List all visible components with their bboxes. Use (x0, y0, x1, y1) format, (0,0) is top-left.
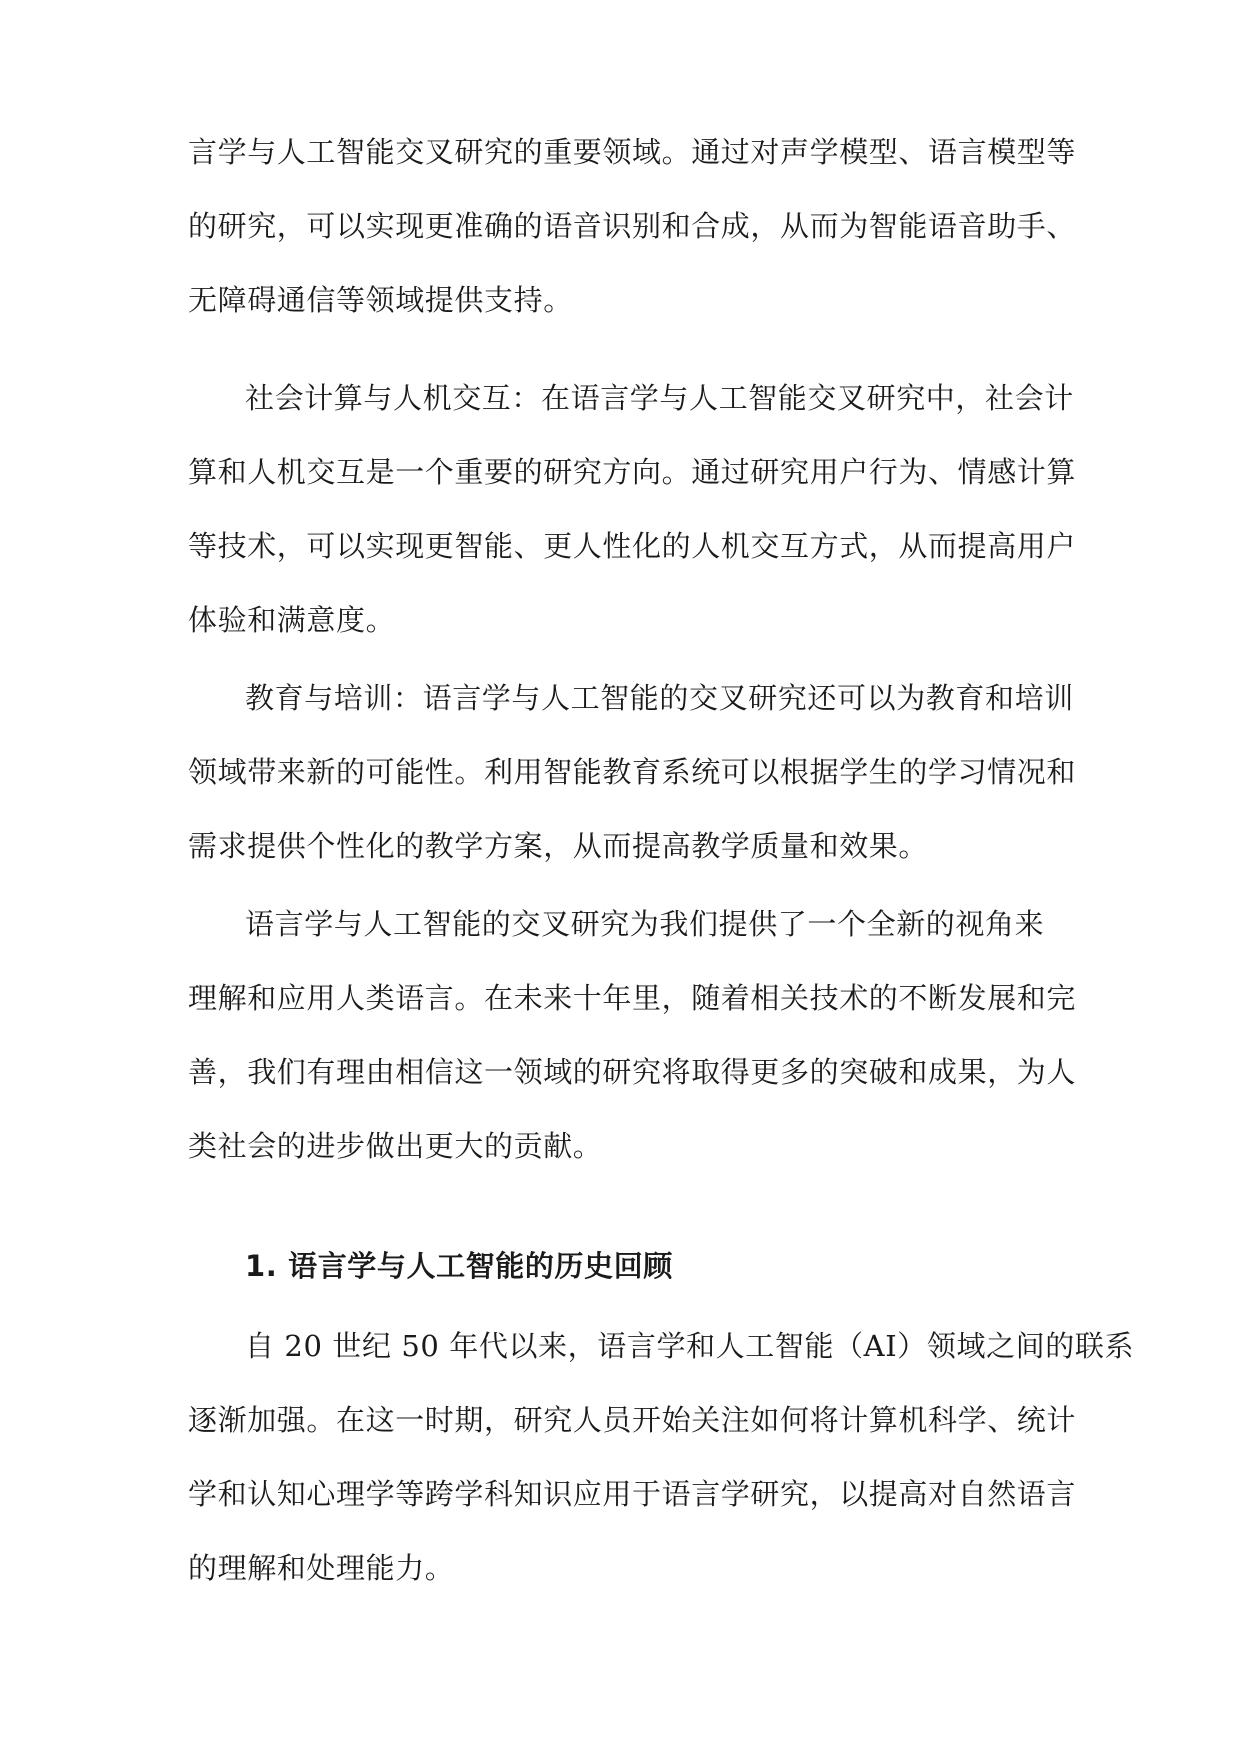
text-line: 需求提供个性化的教学方案，从而提高教学质量和效果。 (188, 829, 929, 863)
text-line: 无障碍通信等领域提供支持。 (188, 283, 573, 317)
text-line: 言学与人工智能交叉研究的重要领域。通过对声学模型、语言模型等 (188, 135, 1077, 169)
text-line: 的研究，可以实现更准确的语音识别和合成，从而为智能语音助手、 (188, 209, 1077, 243)
text-line: 领域带来新的可能性。利用智能教育系统可以根据学生的学习情况和 (188, 755, 1077, 789)
text-line: 的理解和处理能力。 (188, 1551, 455, 1585)
text-line: 善，我们有理由相信这一领域的研究将取得更多的突破和成果，为人 (188, 1055, 1077, 1089)
text-line: 体验和满意度。 (188, 603, 396, 637)
text-line: 算和人机交互是一个重要的研究方向。通过研究用户行为、情感计算 (188, 455, 1077, 489)
paragraph-first-line: 社会计算与人机交互：在语言学与人工智能交叉研究中，社会计 (245, 381, 1074, 415)
text-line: 等技术，可以实现更智能、更人性化的人机交互方式，从而提高用户 (188, 529, 1077, 563)
paragraph-first-line: 教育与培训：语言学与人工智能的交叉研究还可以为教育和培训 (245, 681, 1074, 715)
section-heading: 1. 语言学与人工智能的历史回顾 (245, 1249, 673, 1283)
paragraph-first-line: 语言学与人工智能的交叉研究为我们提供了一个全新的视角来 (245, 907, 1045, 941)
text-line: 类社会的进步做出更大的贡献。 (188, 1129, 603, 1163)
text-line: 逐渐加强。在这一时期，研究人员开始关注如何将计算机科学、统计 (188, 1403, 1077, 1437)
text-line: 理解和应用人类语言。在未来十年里，随着相关技术的不断发展和完 (188, 981, 1077, 1015)
text-line: 学和认知心理学等跨学科知识应用于语言学研究，以提高对自然语言 (188, 1477, 1077, 1511)
paragraph-first-line: 自 20 世纪 50 年代以来，语言学和人工智能（AI）领域之间的联系 (245, 1329, 1135, 1363)
